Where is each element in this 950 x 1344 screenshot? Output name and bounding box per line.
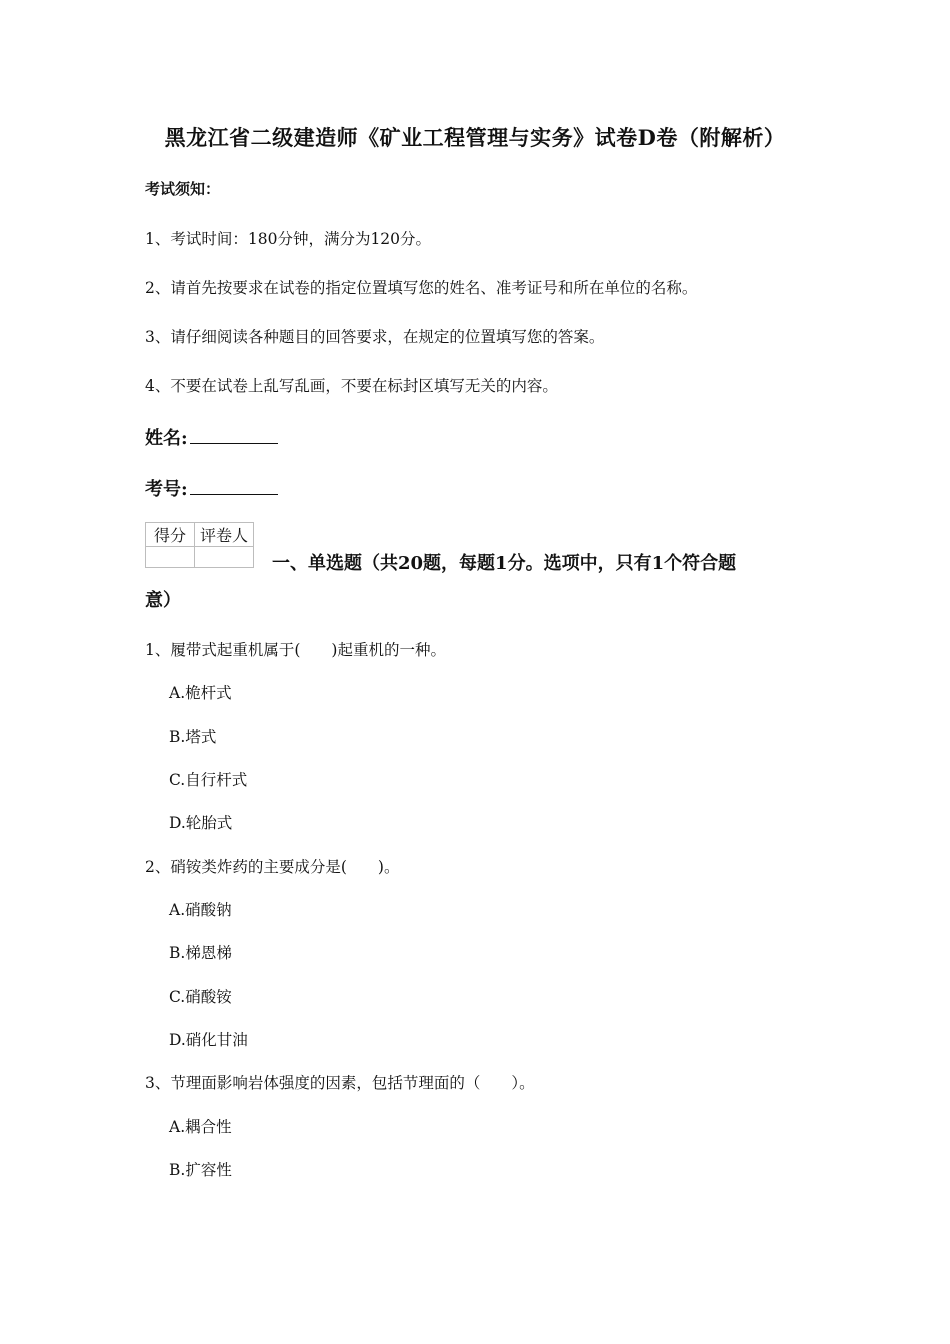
name-blank[interactable] (190, 427, 278, 444)
exam-id-blank[interactable] (190, 478, 278, 495)
notice-heading: 考试须知： (145, 180, 221, 198)
question-stem: 1、履带式起重机属于( )起重机的一种。 (145, 641, 446, 659)
option: D.硝化甘油 (169, 1031, 248, 1049)
section-heading-cont: 意） (145, 590, 181, 611)
option: C.自行杆式 (169, 771, 248, 789)
name-label: 姓名: (145, 428, 188, 449)
exam-id-field (145, 475, 278, 501)
notice-item: 3、请仔细阅读各种题目的回答要求，在规定的位置填写您的答案。 (145, 328, 605, 346)
score-header: 得分 (146, 523, 195, 547)
notice-item: 4、不要在试卷上乱写乱画，不要在标封区填写无关的内容。 (145, 377, 558, 395)
option: C.硝酸铵 (169, 988, 232, 1006)
name-field (145, 424, 278, 450)
option: B.梯恩梯 (169, 944, 232, 962)
option: D.轮胎式 (169, 814, 233, 832)
section-heading: 一、单选题（共20题，每题1分。选项中，只有1个符合题 (272, 553, 737, 574)
grader-cell[interactable] (195, 547, 254, 568)
option: A.硝酸钠 (169, 901, 232, 919)
option: A.耦合性 (169, 1118, 232, 1136)
notice-item: 2、请首先按要求在试卷的指定位置填写您的姓名、准考证号和所在单位的名称。 (145, 279, 698, 297)
grader-header: 评卷人 (195, 523, 254, 547)
notice-item: 1、考试时间：180分钟，满分为120分。 (145, 230, 432, 248)
exam-id-label: 考号: (145, 479, 188, 500)
question-stem: 2、硝铵类炸药的主要成分是( )。 (145, 858, 400, 876)
option: B.塔式 (169, 728, 217, 746)
option: B.扩容性 (169, 1161, 232, 1179)
score-cell[interactable] (146, 547, 195, 568)
question-stem: 3、节理面影响岩体强度的因素，包括节理面的（ ）。 (145, 1074, 535, 1092)
document-title: 黑龙江省二级建造师《矿业工程管理与实务》试卷D卷（附解析） (164, 125, 786, 150)
option: A.桅杆式 (169, 684, 232, 702)
score-table (145, 522, 254, 568)
